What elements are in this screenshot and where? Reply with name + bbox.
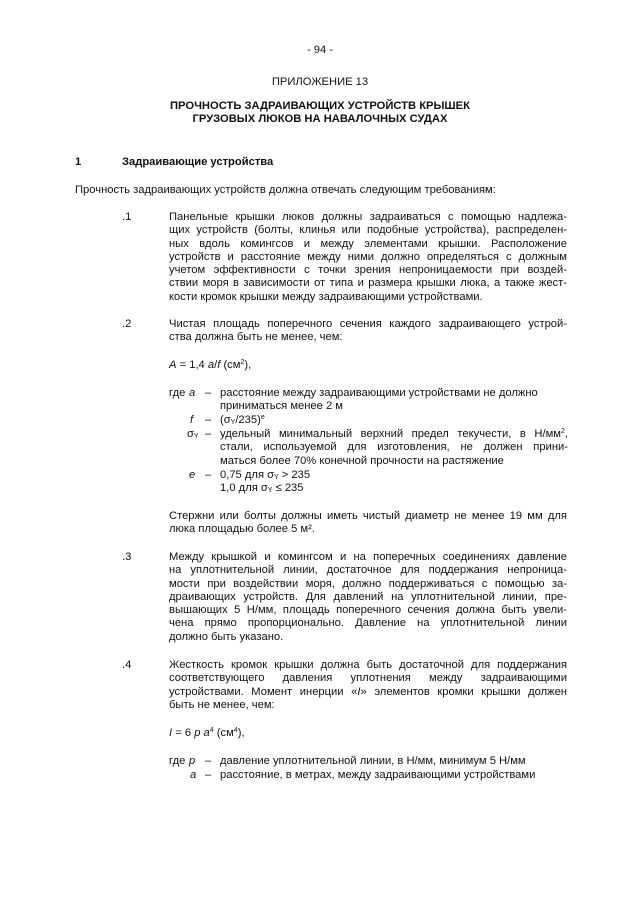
section-heading: Задраивающие устройства <box>122 156 274 168</box>
formula-var: I <box>169 727 173 739</box>
text-line: ства должна быть не менее, чем: <box>169 331 343 344</box>
where-symbol: p <box>189 755 196 767</box>
def-sup: e <box>260 414 265 421</box>
formula-a: a <box>203 727 210 739</box>
text-line: кости кромок крышки между задраивающими устройствами. <box>169 290 483 303</box>
text-line <box>220 482 310 495</box>
text-line: расстояние между задраивающими устройствами не должно <box>220 387 538 399</box>
def-sub: Y <box>230 419 236 426</box>
formula-sup: 4 <box>209 727 214 734</box>
where-def-f <box>220 414 265 427</box>
where-label: где <box>169 387 186 399</box>
where-def-p: давление уплотнительной линии, в Н/мм, минимум 5 Н/мм <box>220 755 526 767</box>
item-1-paragraph <box>169 211 567 304</box>
section-number: 1 <box>75 156 82 168</box>
item-number: .1 <box>122 211 132 223</box>
line-tail: ≤ 235 <box>272 482 304 495</box>
formula-f: f <box>217 359 221 371</box>
text-line: учетом эффективности с точки зрения непроницаемости при воздей- <box>169 264 567 277</box>
text-line: должно быть указано. <box>169 630 284 643</box>
line-tail: » элементов кромки крышки должен <box>360 685 567 698</box>
text-line: Стержни или болты должны иметь чистый диаметр не менее 19 мм для <box>169 510 567 522</box>
item-number: .3 <box>122 551 132 563</box>
text-line: чена прямо пропорционально. Давление на уплотнительной линии <box>169 617 567 630</box>
formula-area <box>169 727 245 740</box>
where-def-e <box>220 469 310 496</box>
where-def-a <box>220 387 568 414</box>
text-line: драивающих устройств. Для давлений на уплотнительной линии, пре- <box>169 590 567 603</box>
text-line: приниматься менее 2 м <box>220 400 344 413</box>
text-line: маться более 70% конечной прочности на растяжение <box>220 454 504 467</box>
text-line: люка площадью более 5 м². <box>169 523 315 536</box>
section-intro: Прочность задраивающих устройств должна отвечать следующим требованиям: <box>75 184 496 196</box>
def-text: /235) <box>235 414 261 426</box>
text-line: Панельные крышки люков должны задраиваться с помощью надлежа- <box>169 211 567 223</box>
formula-end: ), <box>244 359 252 371</box>
line-text: 1,0 для σ <box>220 482 268 495</box>
where-dash: – <box>205 387 212 399</box>
item-4-paragraph <box>169 659 567 712</box>
text-line: быть не менее, чем: <box>169 698 275 711</box>
where-def-a: расстояние, в метрах, между задраивающими устройствами <box>220 769 536 781</box>
line-text: устройствами. Момент инерции « <box>169 685 358 698</box>
text-line: соответствующего давления уплотнения между задраивающими <box>169 672 567 685</box>
where-symbol: f <box>190 414 194 426</box>
line-tail: > 235 <box>278 469 311 481</box>
text-line: стали, используемой для изготовления, не должен прини- <box>220 441 568 454</box>
page-number: - 94 - <box>306 44 334 56</box>
formula-sup: 2 <box>240 359 245 366</box>
text-line: мости при воздействии моря, должно поддерживаться с помощью за- <box>169 577 567 590</box>
line-sub: Y <box>267 487 273 495</box>
where-label: где <box>169 755 186 767</box>
where-dash: – <box>205 469 212 481</box>
formula-eq: = 6 <box>172 727 195 739</box>
formula-a: a <box>207 359 215 371</box>
title-line-2: ГРУЗОВЫХ ЛЮКОВ НА НАВАЛОЧНЫХ СУДАХ <box>192 113 448 125</box>
line-text: 0,75 для σ <box>220 469 275 481</box>
text-line: вышающих 5 Н/мм, площадь поперечного сечения должна быть увели- <box>169 604 567 617</box>
text-line <box>169 686 567 699</box>
sigma-sub: Y <box>193 433 199 440</box>
text-line <box>220 469 310 482</box>
item-2-note <box>169 510 567 537</box>
where-dash: – <box>205 414 212 426</box>
text-line: Между крышкой и комингсом и на поперечных соединениях давление <box>169 551 567 563</box>
def-text: (σ <box>220 414 231 426</box>
formula-slash: / <box>214 359 218 371</box>
where-symbol: e <box>189 469 196 481</box>
where-dash: – <box>205 755 212 767</box>
formula-eq: = 1,4 <box>176 359 208 371</box>
inertia-symbol: I <box>357 685 361 698</box>
text-line: ных вдоль комингсов и между элементами крышки. Расположение <box>169 237 567 250</box>
where-dash: – <box>205 769 212 781</box>
text-line: щих устройств (болты, клинья или подобные устройства), распределен- <box>169 224 567 237</box>
text-line: на уплотнительной линии, достаточное для поддержания непроница- <box>169 564 567 577</box>
where-def-sigma <box>220 428 568 468</box>
formula-end: ), <box>237 727 245 739</box>
item-number: .4 <box>122 659 132 671</box>
formula-sup: 4 <box>233 727 238 734</box>
item-3-paragraph <box>169 551 567 644</box>
text-line: Чистая площадь поперечного сечения каждого задраивающего устрой- <box>169 318 567 330</box>
line-sup: 2 <box>560 428 565 435</box>
text-line: устройств и расстояние между ними должно определяться с должным <box>169 250 567 263</box>
formula-p: p <box>194 727 201 739</box>
item-2-paragraph <box>169 318 567 345</box>
title-line-1: ПРОЧНОСТЬ ЗАДРАИВАЮЩИХ УСТРОЙСТВ КРЫШЕК <box>170 100 470 112</box>
line-text: удельный минимальный верхний предел текучести, в Н/мм <box>220 428 561 440</box>
line-sub: Y <box>274 474 279 481</box>
where-symbol <box>187 428 199 441</box>
where-symbol: a <box>189 387 196 399</box>
text-line: ствии моря в зависимости от типа и размера крышки люка, а также жест- <box>169 277 567 290</box>
formula-var: A <box>169 359 177 371</box>
item-number: .2 <box>122 318 132 330</box>
text-line <box>220 428 568 441</box>
sigma: σ <box>187 428 194 440</box>
appendix-label: ПРИЛОЖЕНИЕ 13 <box>271 76 369 88</box>
where-symbol: a <box>190 769 197 781</box>
formula-unit: (см <box>220 359 241 371</box>
line-tail: , <box>564 428 568 440</box>
formula-area <box>169 359 251 372</box>
where-dash: – <box>205 428 212 440</box>
text-line: Жесткость кромок крышки должна быть достаточной для поддержания <box>169 659 567 671</box>
formula-unit: (см <box>213 727 234 739</box>
